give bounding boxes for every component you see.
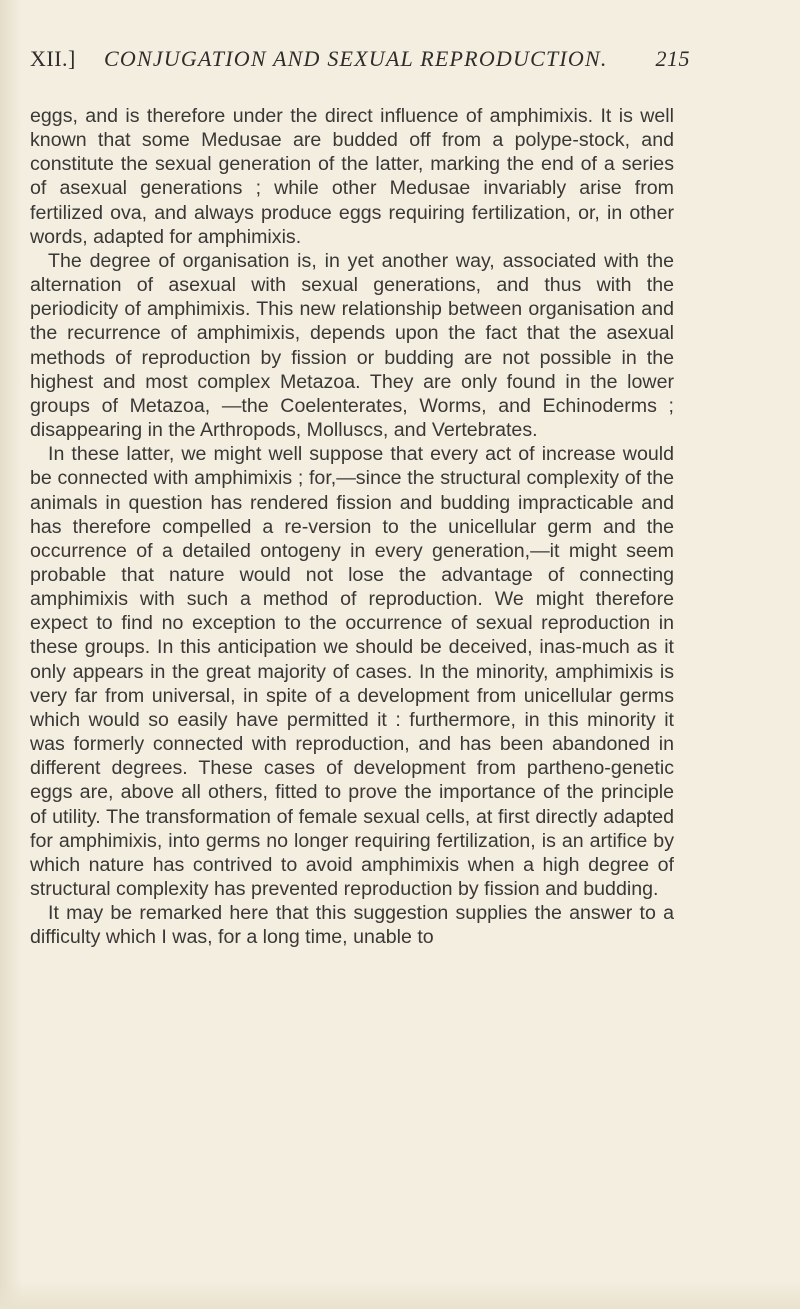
page-edge-shadow [0,0,22,1309]
running-head [30,46,690,80]
paragraph: In these latter, we might well suppose that every act of increase would be connected with amphimixis ; for,—since the structural complexity of the animals in question has rendered fission and budding impracticable and has therefore compelled a re-version to the unicellular germ and the occurrence of a detailed ontogeny in every generation,—it might seem probable that nature would not lose the advantage of connecting amphimixis with such a method of reproduction. We might therefore expect to find no exception to the occurrence of sexual reproduction in these groups. In this anticipation we should be deceived, inas-much as it only appears in the great majority of cases. In the minority, amphimixis is very far from universal, in spite of a development from unicellular germs which would so easily have permitted it : furthermore, in this minority it was formerly connected with reproduction, and has been abandoned in different degrees. These cases of development from partheno-genetic eggs are, above all others, fitted to prove the importance of the principle of utility. The transformation of female sexual cells, at first directly adapted for amphimixis, into germs no longer requiring fertilization, is an artifice by which nature has contrived to avoid amphimixis when a high degree of structural complexity has prevented reproduction by fission and budding. [30,443,674,900]
body-text [30,104,674,949]
chapter-number: XII.] [30,46,76,71]
paragraph-continued: eggs, and is therefore under the direct influence of amphimixis. It is well known that some Medusae are budded off from a polype-stock, and constitute the sexual generation of the latter, marking the end of a series of asexual generations ; while other Medusae invariably arise from fertilized ova, and always produce eggs requiring fertilization, or, in other words, adapted for amphimixis. [30,105,674,248]
page-bottom-shadow [0,1281,800,1309]
page-number: 215 [655,46,690,71]
paragraph: The degree of organisation is, in yet another way, associated with the alternation of asexual with sexual generations, and thus with the periodicity of amphimixis. This new relationship between organisation and the recurrence of amphimixis, depends upon the fact that the asexual methods of reproduction by fission or budding are not possible in the highest and most complex Metazoa. They are only found in the lower groups of Metazoa, —the Coelenterates, Worms, and Echinoderms ; disappearing in the Arthropods, Molluscs, and Vertebrates. [30,249,674,442]
paragraph: It may be remarked here that this suggestion supplies the answer to a difficulty which I was, for a long time, unable to [30,902,674,949]
running-title: CONJUGATION AND SEXUAL REPRODUCTION. [104,46,608,71]
